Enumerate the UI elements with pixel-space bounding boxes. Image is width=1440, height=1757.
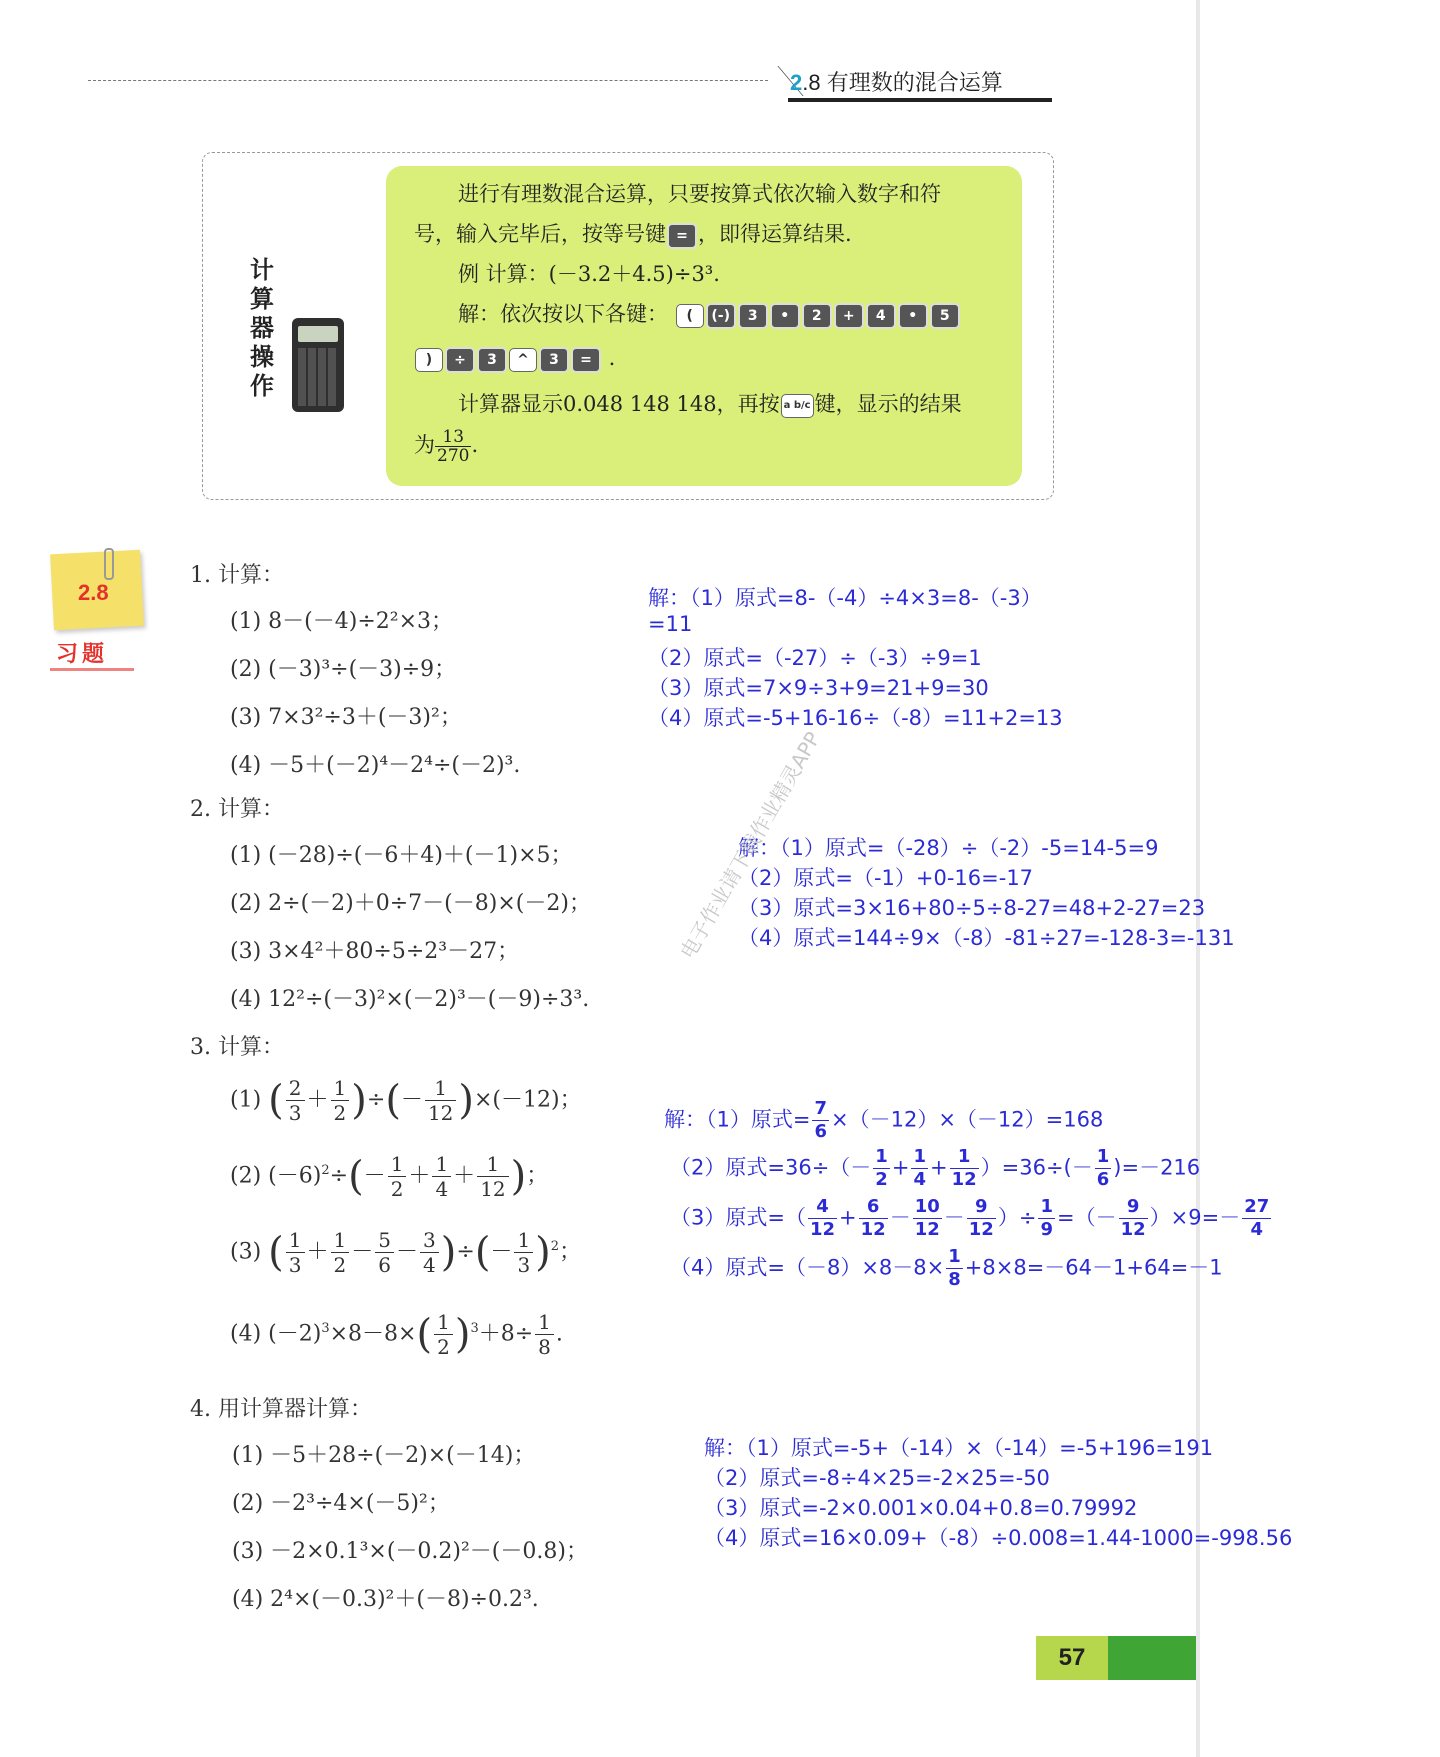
paperclip-icon — [104, 548, 114, 580]
q1-item: (3) 7×3²÷3＋(－3)²； — [230, 705, 462, 730]
key-3: 3 — [477, 347, 507, 373]
header-dashed-line — [88, 80, 768, 81]
section-title: .8 有理数的混合运算 — [802, 70, 1003, 95]
q1-answer: （3）原式=7×9÷3+9=21+9=30 — [648, 676, 989, 700]
key-divide: ÷ — [445, 347, 475, 373]
key-3: 3 — [539, 347, 569, 373]
q1-item: (2) (－3)³÷(－3)÷9； — [230, 657, 457, 682]
exercise-tag-underline — [50, 668, 134, 671]
calc-paragraph-1: 进行有理数混合运算，只要按算式依次输入数字和符 — [458, 182, 941, 206]
calc-paragraph-2b: ，即得运算结果. — [698, 222, 852, 246]
calc-result-prefix: 为 — [414, 433, 435, 457]
section-header — [790, 66, 1003, 97]
key-open-paren: ( — [676, 304, 704, 328]
q2-item: (1) (－28)÷(－6＋4)＋(－1)×5； — [230, 843, 573, 868]
key-4: 4 — [866, 303, 896, 329]
equals-key-icon: = — [667, 223, 697, 249]
key-power: ^ — [509, 348, 537, 372]
exercise-tag-number: 2.8 — [78, 580, 109, 605]
key-close-paren: ) — [415, 348, 443, 372]
q3-answer-3: （3）原式=（ $\frac{4}{12}$ + $\frac{6}{12}$ － $\frac{10}{12}$ － $\frac{9}{12}$ ）÷ $\frac{1}{9}$ =（－ $\frac{9}{12}$ ）×9=－ $\frac{27}{4}$ — [670, 1196, 1270, 1240]
calc-display-text-b: 键，显示的结果 — [814, 392, 962, 416]
watermark: 电子作业请下载作业精灵APP — [675, 727, 826, 963]
q3-item-label: (3) — [230, 1239, 262, 1265]
q1-title: 1. 计算： — [190, 563, 284, 588]
q3-answer-label: （2）原式= — [670, 1155, 785, 1180]
key-2: 2 — [802, 303, 832, 329]
fraction-key-icon: a b/c — [781, 394, 814, 418]
q2-item: (4) 12²÷(－3)²×(－2)³－(－9)÷3³. — [230, 987, 590, 1012]
q1-item: (4) －5＋(－2)⁴－2⁴÷(－2)³. — [230, 753, 521, 778]
calc-example: 例 计算：(－3.2＋4.5)÷3³. — [458, 262, 720, 286]
q1-answer: =11 — [648, 612, 693, 636]
q3-item-3: (3) ( $\frac{1}{3}$ ＋ $\frac{1}{2}$ － $\frac{5}{6}$ － $\frac{3}{4}$ )÷(－ $\frac{1}{3}$ )$^2$； — [230, 1228, 582, 1277]
q1-answer: 解：（1）原式=8-（-4）÷4×3=8-（-3） — [648, 586, 1042, 610]
key-5: 5 — [930, 303, 960, 329]
page-number: 57 — [1058, 1644, 1086, 1671]
calculator-side-label — [248, 256, 276, 401]
q4-item: (2) －2³÷4×(－5)²； — [232, 1491, 450, 1516]
q4-answer: 解：（1）原式=-5+（-14）×（-14）=-5+196=191 — [704, 1436, 1214, 1460]
key-3: 3 — [738, 303, 768, 329]
calc-solution-row1 — [458, 298, 961, 329]
q2-answer: 解：（1）原式=（-28）÷（-2）-5=14-5=9 — [738, 836, 1159, 860]
q3-answer-label: （4）原式= — [670, 1255, 785, 1280]
page-edge — [1196, 0, 1200, 1757]
q1-answer: （4）原式=-5+16-16÷（-8）=11+2=13 — [648, 706, 1063, 730]
q4-answer: （2）原式=-8÷4×25=-2×25=-50 — [704, 1466, 1050, 1490]
q2-answer: （2）原式=（-1）+0-16=-17 — [738, 866, 1034, 890]
calc-paragraph-2a: 号，输入完毕后，按等号键 — [414, 222, 666, 246]
q3-item-label: (1) — [230, 1087, 262, 1113]
q3-answer-1: 解：（1）原式= $\frac{7}{6}$ ×（－12）×（－12）=168 — [664, 1098, 1104, 1142]
q3-item-label: (2) — [230, 1163, 262, 1189]
q1-answer: （2）原式=（-27）÷（-3）÷9=1 — [648, 646, 982, 670]
q2-title: 2. 计算： — [190, 797, 284, 822]
result-fraction — [435, 428, 471, 465]
q4-answer: （4）原式=16×0.09+（-8）÷0.008=1.44-1000=-998.56 — [704, 1526, 1293, 1550]
section-number: 2 — [790, 70, 803, 95]
side-char: 器 — [250, 314, 274, 342]
fraction-numerator: 13 — [435, 428, 471, 447]
calc-solution: 解：依次按以下各键： — [458, 302, 668, 326]
q3-answer-4: （4）原式=（－8）×8－8× $\frac{1}{8}$ +8×8=－64－1+64=－1 — [670, 1246, 1223, 1290]
q3-item-label: (4) — [230, 1321, 262, 1347]
key-plus: + — [834, 303, 864, 329]
q3-answer-2: （2）原式=36÷（－ $\frac{1}{2}$ + $\frac{1}{4}$ + $\frac{1}{12}$ ）=36÷(－ $\frac{1}{6}$ )=－216 — [670, 1146, 1201, 1190]
calc-display-text: 计算器显示0.048 148 148，再按 — [458, 392, 780, 416]
side-char: 算 — [250, 285, 274, 313]
key-dot: • — [770, 303, 800, 329]
side-char: 计 — [250, 256, 274, 284]
q3-item-1: (1) ( $\frac{2}{3}$ ＋ $\frac{1}{2}$ )÷(－ $\frac{1}{12}$ )×(－12)； — [230, 1076, 582, 1125]
side-char: 作 — [250, 372, 274, 400]
q1-item: (1) 8－(－4)÷2²×3； — [230, 609, 453, 634]
calc-solution-row2: ) ÷ 3 ^ 3 = . — [414, 346, 615, 373]
q4-item: (4) 2⁴×(－0.3)²＋(－8)÷0.2³. — [232, 1587, 539, 1612]
q3-answer-label: （3）原式= — [670, 1205, 785, 1230]
q3-title: 3. 计算： — [190, 1035, 284, 1060]
q3-item-2: (2) $(-6)^2\div(-$ $\frac{1}{2}$ ＋ $\frac{1}{4}$ ＋ $\frac{1}{12}$ )； — [230, 1152, 549, 1201]
q2-answer: （3）原式=3×16+80÷5÷8-27=48+2-27=23 — [738, 896, 1206, 920]
fraction-denominator: 270 — [437, 446, 470, 466]
q4-item: (3) －2×0.1³×(－0.2)²－(－0.8)； — [232, 1539, 588, 1564]
q4-answer: （3）原式=-2×0.001×0.04+0.8=0.79992 — [704, 1496, 1138, 1520]
q2-item: (2) 2÷(－2)＋0÷7－(－8)×(－2)； — [230, 891, 591, 916]
key-negative: (-) — [706, 303, 736, 329]
calc-display-line — [458, 388, 962, 418]
q4-item: (1) －5＋28÷(－2)×(－14)； — [232, 1443, 536, 1468]
q3-item-4: (4) $(-2)^3\times 8-8\times$( $\frac{1}{2}$ )$^3$＋8÷ $\frac{1}{8}$ . — [230, 1310, 563, 1359]
calculator-icon — [292, 318, 344, 412]
side-char: 操 — [250, 343, 274, 371]
q2-item: (3) 3×4²＋80÷5÷2³－27； — [230, 939, 520, 964]
q3-answer-label: 解：（1）原式= — [664, 1107, 811, 1132]
q2-answer: （4）原式=144÷9×（-8）-81÷27=-128-3=-131 — [738, 926, 1235, 950]
key-dot: • — [898, 303, 928, 329]
q4-title: 4. 用计算器计算： — [190, 1397, 372, 1422]
exercise-tag-label: 习题 — [56, 642, 109, 667]
calc-paragraph-2 — [414, 218, 852, 249]
key-equals: = — [571, 347, 601, 373]
header-underline — [788, 98, 1052, 102]
calc-result-line: 为 $\frac{13}{270}$ . — [414, 427, 479, 466]
